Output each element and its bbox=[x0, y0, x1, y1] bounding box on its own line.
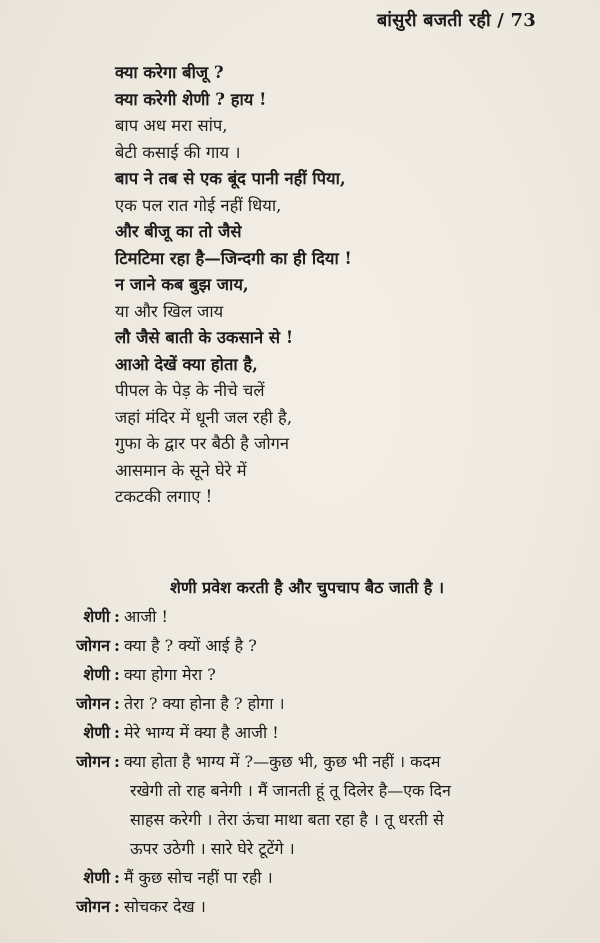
verse-block bbox=[115, 60, 555, 511]
dialogue-row bbox=[50, 631, 550, 660]
stage-direction: शेणी प्रवेश करती है और चुपचाप बैठ जाती है । bbox=[170, 578, 445, 597]
speech bbox=[124, 747, 550, 863]
speaker-colon: : bbox=[114, 636, 120, 655]
verse-line: गुफा के द्वार पर बैठी है जोगन bbox=[115, 434, 290, 453]
verse-line: न जाने कब बुझ जाय, bbox=[115, 275, 249, 294]
speech-line: रखेगी तो राह बनेगी । मैं जानती हूं तू दिलेर है—एक दिन bbox=[130, 781, 451, 800]
dialogue-row bbox=[50, 689, 550, 718]
speaker-colon: : bbox=[114, 868, 120, 887]
speaker-colon: : bbox=[114, 897, 120, 916]
speaker-name: शेणी bbox=[83, 665, 110, 684]
verse-line: जहां मंदिर में धूनी जल रही है, bbox=[115, 407, 293, 427]
speech bbox=[124, 718, 550, 747]
speech-line: ऊपर उठेगी । सारे घेरे टूटेंगे । bbox=[130, 839, 295, 858]
speech-line: क्या है ? क्यों आई है ? bbox=[124, 636, 257, 655]
speaker-name: जोगन bbox=[76, 694, 110, 713]
speaker-colon: : bbox=[114, 694, 120, 713]
verse-line: आसमान के सूने घेरे में bbox=[115, 460, 247, 480]
verse-line: और बीजू का तो जैसे bbox=[115, 222, 242, 241]
speaker-name: शेणी bbox=[83, 868, 110, 887]
speech bbox=[124, 660, 550, 689]
speaker-colon: : bbox=[114, 752, 120, 771]
speaker-colon: : bbox=[114, 723, 120, 742]
verse-line: आओ देखें क्या होता है, bbox=[115, 354, 258, 374]
verse-line: बेटी कसाई की गाय । bbox=[115, 142, 241, 162]
speaker-colon: : bbox=[114, 607, 120, 626]
dialogue-row bbox=[50, 747, 550, 863]
dialogue-row bbox=[50, 892, 550, 921]
speaker-name: जोगन bbox=[76, 636, 110, 655]
speech-line: साहस करेगी । तेरा ऊंचा माथा बता रहा है । तू धरती से bbox=[130, 810, 444, 829]
speech-line: सोचकर देख । bbox=[124, 897, 206, 916]
verse-line: टकटकी लगाए ! bbox=[115, 487, 213, 506]
speech bbox=[124, 631, 550, 660]
verse-line: टिमटिमा रहा है—जिन्दगी का ही दिया ! bbox=[115, 248, 352, 268]
speech bbox=[124, 602, 550, 631]
speaker-name: जोगन bbox=[76, 752, 110, 771]
dialogue-row bbox=[50, 602, 550, 631]
speech bbox=[124, 892, 550, 921]
speech bbox=[124, 863, 550, 892]
verse-line: बाप ने तब से एक बूंद पानी नहीं पिया, bbox=[115, 169, 346, 188]
verse-line: बाप अध मरा सांप, bbox=[115, 116, 228, 135]
speech bbox=[124, 689, 550, 718]
verse-line: लौ जैसे बाती के उकसाने से ! bbox=[115, 328, 294, 347]
speech-line: क्या होता है भाग्य में ?—कुछ भी, कुछ भी नहीं । कदम bbox=[124, 752, 441, 771]
speaker-name: शेणी bbox=[83, 723, 110, 742]
dialogue-row bbox=[50, 863, 550, 892]
dialogue-row bbox=[50, 718, 550, 747]
speaker-name: जोगन bbox=[76, 897, 110, 916]
verse-line: एक पल रात गोई नहीं धिया, bbox=[115, 195, 282, 215]
verse-line: पीपल के पेड़ के नीचे चलें bbox=[115, 381, 265, 400]
dialogue-row bbox=[50, 660, 550, 689]
running-head: बांसुरी बजती रही / 73 bbox=[377, 10, 536, 31]
verse-line: क्या करेगा बीजू ? bbox=[115, 63, 224, 82]
speech-line: क्या होगा मेरा ? bbox=[124, 665, 216, 684]
verse-line: या और खिल जाय bbox=[115, 301, 224, 321]
speech-line: मैं कुछ सोच नहीं पा रही । bbox=[124, 868, 273, 887]
speech-line: मेरे भाग्य में क्या है आजी ! bbox=[124, 723, 279, 742]
speaker-name: शेणी bbox=[83, 607, 110, 626]
verse-line: क्या करेगी शेणी ? हाय ! bbox=[115, 89, 267, 109]
speech-line: तेरा ? क्या होना है ? होगा । bbox=[124, 694, 285, 713]
speech-line: आजी ! bbox=[124, 607, 168, 626]
dialogue-block bbox=[50, 602, 550, 921]
speaker-colon: : bbox=[114, 665, 120, 684]
